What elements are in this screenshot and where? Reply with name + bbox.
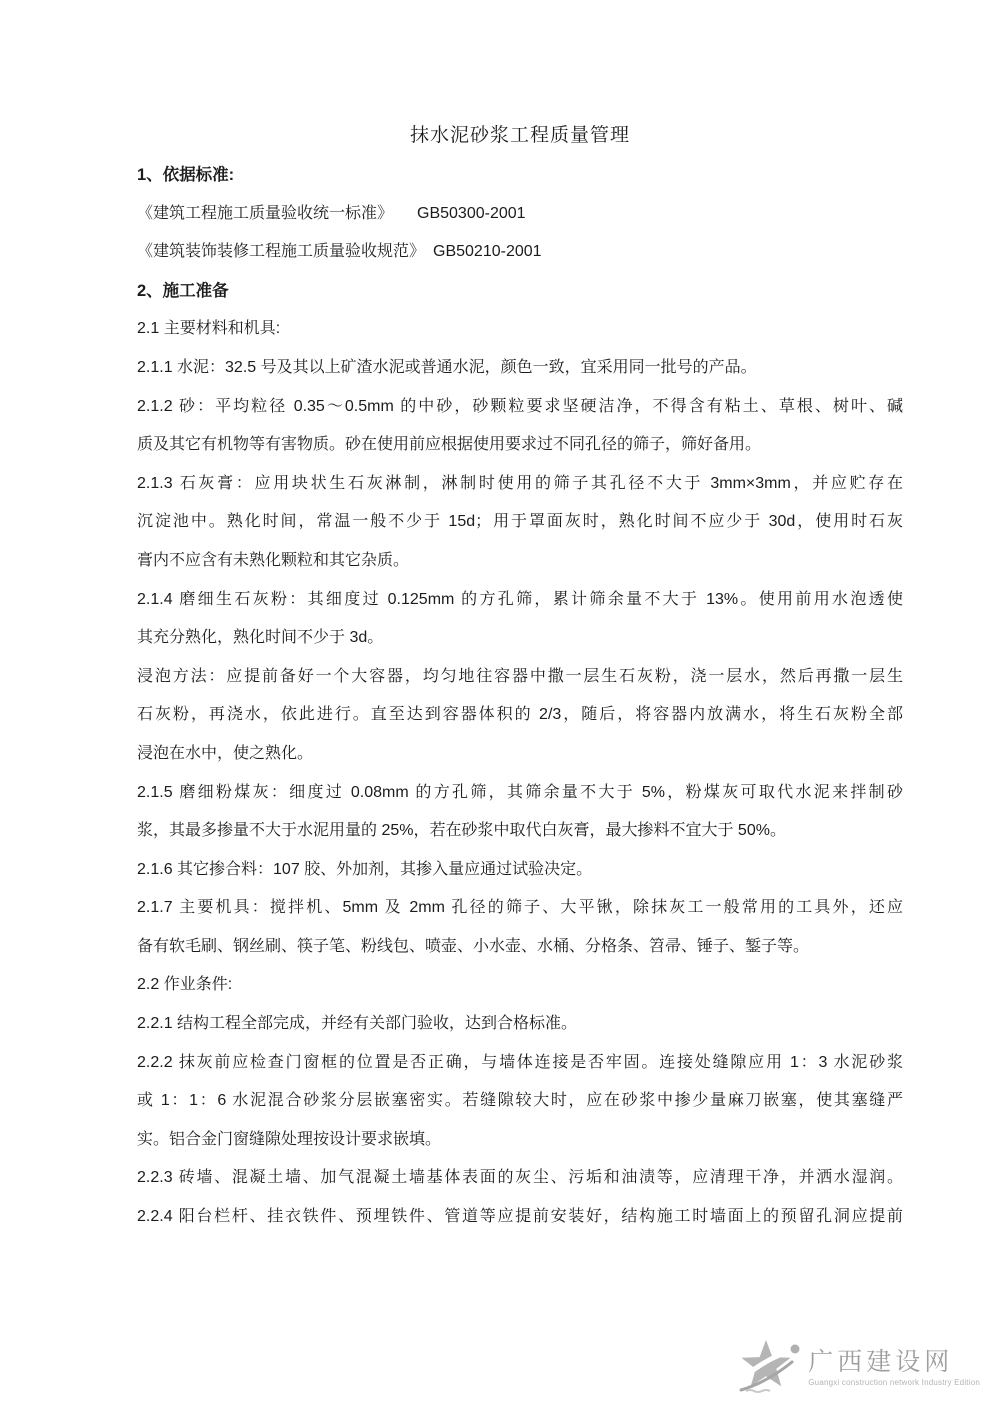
clause-2-1-1: 2.1.1 水泥：32.5 号及其以上矿渣水泥或普通水泥，颜色一致，宜采用同一批号的产品。 (137, 358, 757, 376)
reference-standard-gb50210: 《建筑装饰装修工程施工质量验收规范》 GB50210-2001 (137, 243, 542, 261)
watermark (734, 1337, 980, 1397)
soaking-method-line2: 石灰粉，再浇水，依此进行。直至达到容器体积的 2/3，随后，将容器内放满水，将生石灰粉全部 (137, 706, 903, 724)
clause-2-2-3: 2.2.3 砖墙、混凝土墙、加气混凝土墙基体表面的灰尘、污垢和油渍等，应清理干净，并洒水湿润。 (137, 1169, 903, 1187)
clause-2-1-6: 2.1.6 其它掺合料：107 胶、外加剂，其掺入量应通过试验决定。 (137, 860, 593, 878)
clause-2-1-4-line2: 其充分熟化，熟化时间不少于 3d。 (137, 629, 384, 647)
clause-2-1-3-line2: 沉淀池中。熟化时间，常温一般不少于 15d；用于罩面灰时，熟化时间不应少于 30d，使用时石灰 (137, 513, 903, 531)
section-heading-construction-preparation: 2、施工准备 (137, 281, 229, 300)
clause-2-1-2-line1: 2.1.2 砂：平均粒径 0.35～0.5mm 的中砂，砂颗粒要求坚硬洁净，不得含有粘土、草根、树叶、碱 (137, 397, 903, 415)
document-title: 抹水泥砂浆工程质量管理 (409, 125, 630, 146)
soaking-method-line1: 浸泡方法：应提前备好一个大容器，均匀地往容器中撒一层生石灰粉，浇一层水，然后再撒一层生 (137, 667, 903, 685)
clause-2-1-7-line1: 2.1.7 主要机具：搅拌机、5mm 及 2mm 孔径的筛子、大平锹，除抹灰工一般常用的工具外，还应 (137, 899, 903, 917)
watermark-tagline: Guangxi construction network Industry Edition (808, 1377, 980, 1387)
clause-2-1-4-line1: 2.1.4 磨细生石灰粉：其细度过 0.125mm 的方孔筛，累计筛余量不大于 13%。使用前用水泡透使 (137, 590, 903, 608)
clause-2-1-5-line2: 浆，其最多掺量不大于水泥用量的 25%，若在砂浆中取代白灰膏，最大掺料不宜大于 50%。 (137, 822, 786, 840)
clause-2-1-heading: 2.1 主要材料和机具: (137, 320, 281, 338)
clause-2-1-2-line2: 质及其它有机物等有害物质。砂在使用前应根据使用要求过不同孔径的筛子，筛好备用。 (137, 436, 762, 454)
clause-2-1-5-line1: 2.1.5 磨细粉煤灰：细度过 0.08mm 的方孔筛，其筛余量不大于 5%，粉煤灰可取代水泥来拌制砂 (137, 783, 903, 801)
reference-standard-gb50300: 《建筑工程施工质量验收统一标准》 GB50300-2001 (137, 204, 526, 222)
clause-2-2-2-line3: 实。铝合金门窗缝隙处理按设计要求嵌填。 (137, 1130, 442, 1148)
clause-2-1-7-line2: 备有软毛刷、钢丝刷、筷子笔、粉线包、喷壶、小水壶、水桶、分格条、笤帚、锤子、錾子等。 (137, 937, 810, 955)
clause-2-1-3-line3: 膏内不应含有未熟化颗粒和其它杂质。 (137, 551, 410, 569)
section-heading-basis-standards: 1、依据标准: (137, 166, 235, 184)
clause-2-2-4-line1: 2.2.4 阳台栏杆、挂衣铁件、预埋铁件、管道等应提前安装好，结构施工时墙面上的预留孔洞应提前 (137, 1208, 903, 1226)
clause-2-1-3-line1: 2.1.3 石灰膏：应用块状生石灰淋制，淋制时使用的筛子其孔径不大于 3mm×3mm，并应贮存在 (137, 474, 903, 492)
soaking-method-line3: 浸泡在水中，使之熟化。 (137, 744, 314, 762)
watermark-site-name: 广西建设网 (808, 1347, 954, 1376)
watermark-text-block (808, 1348, 980, 1387)
clause-2-2-heading: 2.2 作业条件: (137, 976, 233, 994)
document-page (137, 116, 903, 1237)
clause-2-2-1: 2.2.1 结构工程全部完成，并经有关部门验收，达到合格标准。 (137, 1015, 578, 1033)
clause-2-2-2-line1: 2.2.2 抹灰前应检查门窗框的位置是否正确，与墙体连接是否牢固。连接处缝隙应用 1：3 水泥砂浆 (137, 1053, 903, 1071)
clause-2-2-2-line2: 或 1：1：6 水泥混合砂浆分层嵌塞密实。若缝隙较大时，应在砂浆中掺少量麻刀嵌塞，使其塞缝严 (137, 1092, 903, 1110)
star-swoosh-icon (734, 1337, 804, 1397)
